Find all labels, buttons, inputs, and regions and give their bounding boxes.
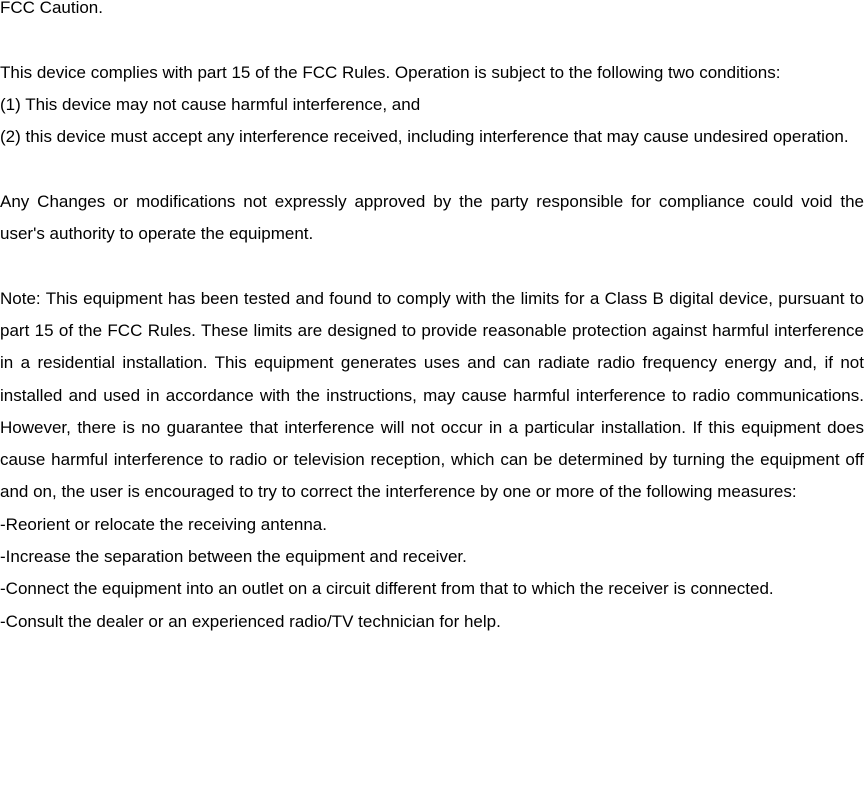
spacer bbox=[0, 153, 864, 185]
condition-one: (1) This device may not cause harmful interference, and bbox=[0, 94, 421, 114]
spacer bbox=[0, 24, 864, 56]
spacer bbox=[0, 250, 864, 282]
compliance-intro: This device complies with part 15 of the FCC Rules. Operation is subject to the following two conditions: bbox=[0, 62, 781, 82]
condition-two: (2) this device must accept any interference received, including interference that may cause undesired operation. bbox=[0, 127, 849, 147]
measure-item: -Connect the equipment into an outlet on a circuit different from that to which the receiver is connected. bbox=[0, 579, 774, 599]
measure-item: -Reorient or relocate the receiving antenna. bbox=[0, 514, 327, 534]
document-title: FCC Caution. bbox=[0, 0, 103, 17]
measure-item: -Increase the separation between the equipment and receiver. bbox=[0, 547, 467, 567]
measure-item: -Consult the dealer or an experienced radio/TV technician for help. bbox=[0, 611, 501, 631]
class-b-note: Note: This equipment has been tested and found to comply with the limits for a Class B digital device, pursuant to part 15 of the FCC Rules. These limits are designed to provide reasonable protection against harmful interference in a residential installation. This equipment generates uses and can radiate radio frequency energy and, if not installed and used in accordance with the instructions, may cause harmful interference to radio communications. However, there is no guarantee that interference will not occur in a particular installation. If this equipment does cause harmful interference to radio or television reception, which can be determined by turning the equipment off and on, the user is encouraged to try to correct the interference by one or more of the following measures: bbox=[0, 288, 864, 502]
changes-warning: Any Changes or modifications not expressly approved by the party responsible for compliance could void the user's authority to operate the equipment. bbox=[0, 191, 864, 244]
